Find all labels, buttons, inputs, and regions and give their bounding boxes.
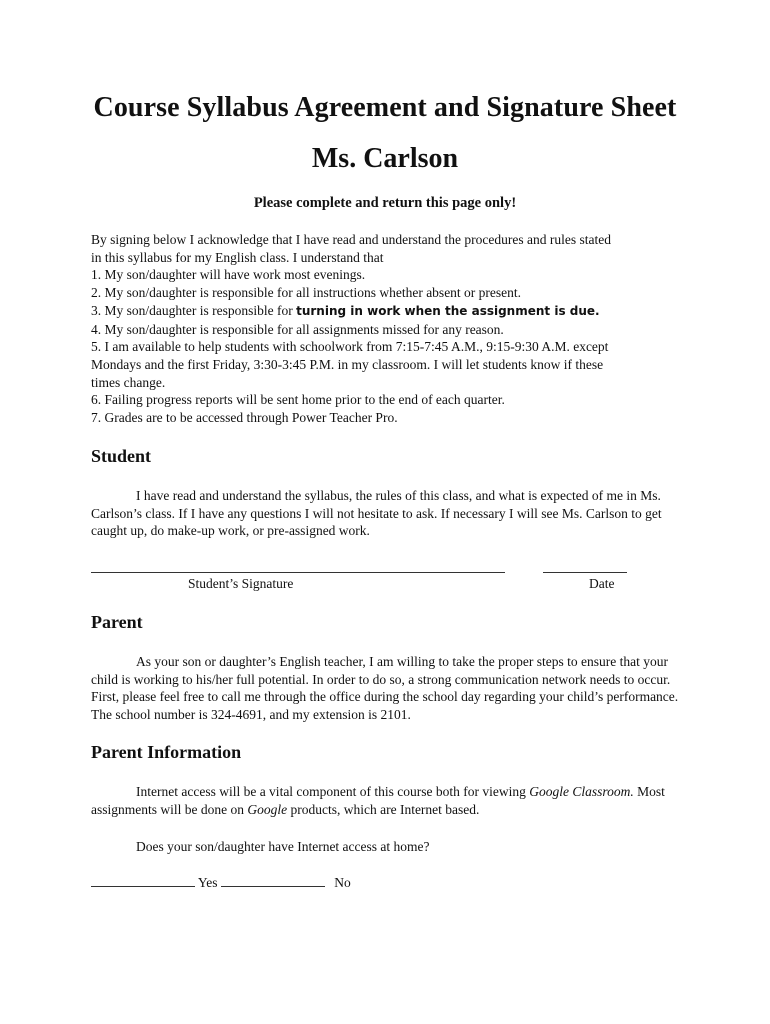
rule-item-4: 4. My son/daughter is responsible for all assignments missed for any reason. <box>91 321 504 337</box>
internet-text-c: products, which are Internet based. <box>287 801 480 817</box>
rule-item-3-text: 3. My son/daughter is responsible for <box>91 302 297 318</box>
date-label: Date <box>589 576 615 591</box>
internet-text-a: Internet access will be a vital component of this course both for viewing <box>136 784 530 799</box>
rule-item-3-emphasis: turning in work when the assignment is due. <box>296 303 600 318</box>
no-blank[interactable] <box>221 874 325 887</box>
parent-information-heading: Parent Information <box>91 742 242 762</box>
intro-line-1: By signing below I acknowledge that I have read and understand the procedures and rules stated <box>91 232 611 247</box>
yes-no-answer-row <box>91 874 683 892</box>
student-heading: Student <box>91 446 152 466</box>
rule-item-5-line-3: times change. <box>91 374 166 390</box>
yes-blank[interactable] <box>91 874 195 887</box>
rule-item-2: 2. My son/daughter is responsible for all instructions whether absent or present. <box>91 285 522 301</box>
student-paragraph: I have read and understand the syllabus, the rules of this class, and what is expected of me in Ms. Carlson’s class. If I have any questions I will not hesitate to ask. If necessary I will see Ms. Carlson to get caught up, do make-up work, or pre-assigned work. <box>91 488 662 539</box>
no-label: No <box>334 875 351 890</box>
teacher-name: Ms. Carlson <box>311 143 459 174</box>
date-line[interactable] <box>543 572 627 573</box>
internet-text-b: Most assignments will be done on <box>91 784 665 817</box>
rule-item-5-line-1: 5. I am available to help students with schoolwork from 7:15-7:45 A.M., 9:15-9:30 A.M. except <box>91 339 609 355</box>
rule-item-1: 1. My son/daughter will have work most evenings. <box>91 267 366 283</box>
return-note: Please complete and return this page only! <box>253 195 517 211</box>
student-signature-line[interactable] <box>91 572 505 573</box>
yes-label: Yes <box>197 875 218 890</box>
student-signature-label: Student’s Signature <box>188 576 294 591</box>
google-text: Google <box>247 801 288 817</box>
google-classroom-text: Google Classroom. <box>529 784 634 799</box>
acknowledgement-section <box>91 231 683 427</box>
parent-paragraph: As your son or daughter’s English teacher, I am willing to take the proper steps to ensure that your child is working to his/her full potential. In order to do so, a strong communication network needs to occur. First, please feel free to call me through the office during the school day regarding your child’s performance. The school number is 324-4691, and my extension is 2101. <box>91 654 679 723</box>
internet-access-paragraph <box>91 783 683 818</box>
rule-item-3 <box>91 302 683 321</box>
internet-question: Does your son/daughter have Internet access at home? <box>136 839 430 854</box>
document-title: Course Syllabus Agreement and Signature Sheet <box>93 92 677 123</box>
intro-line-2: in this syllabus for my English class. I understand that <box>91 249 384 265</box>
rule-item-6: 6. Failing progress reports will be sent home prior to the end of each quarter. <box>91 392 505 408</box>
parent-heading: Parent <box>91 612 143 632</box>
rule-item-5-line-2: Mondays and the first Friday, 3:30-3:45 P.M. in my classroom. I will let students know if these <box>91 356 604 372</box>
rule-item-7: 7. Grades are to be accessed through Power Teacher Pro. <box>91 410 398 426</box>
